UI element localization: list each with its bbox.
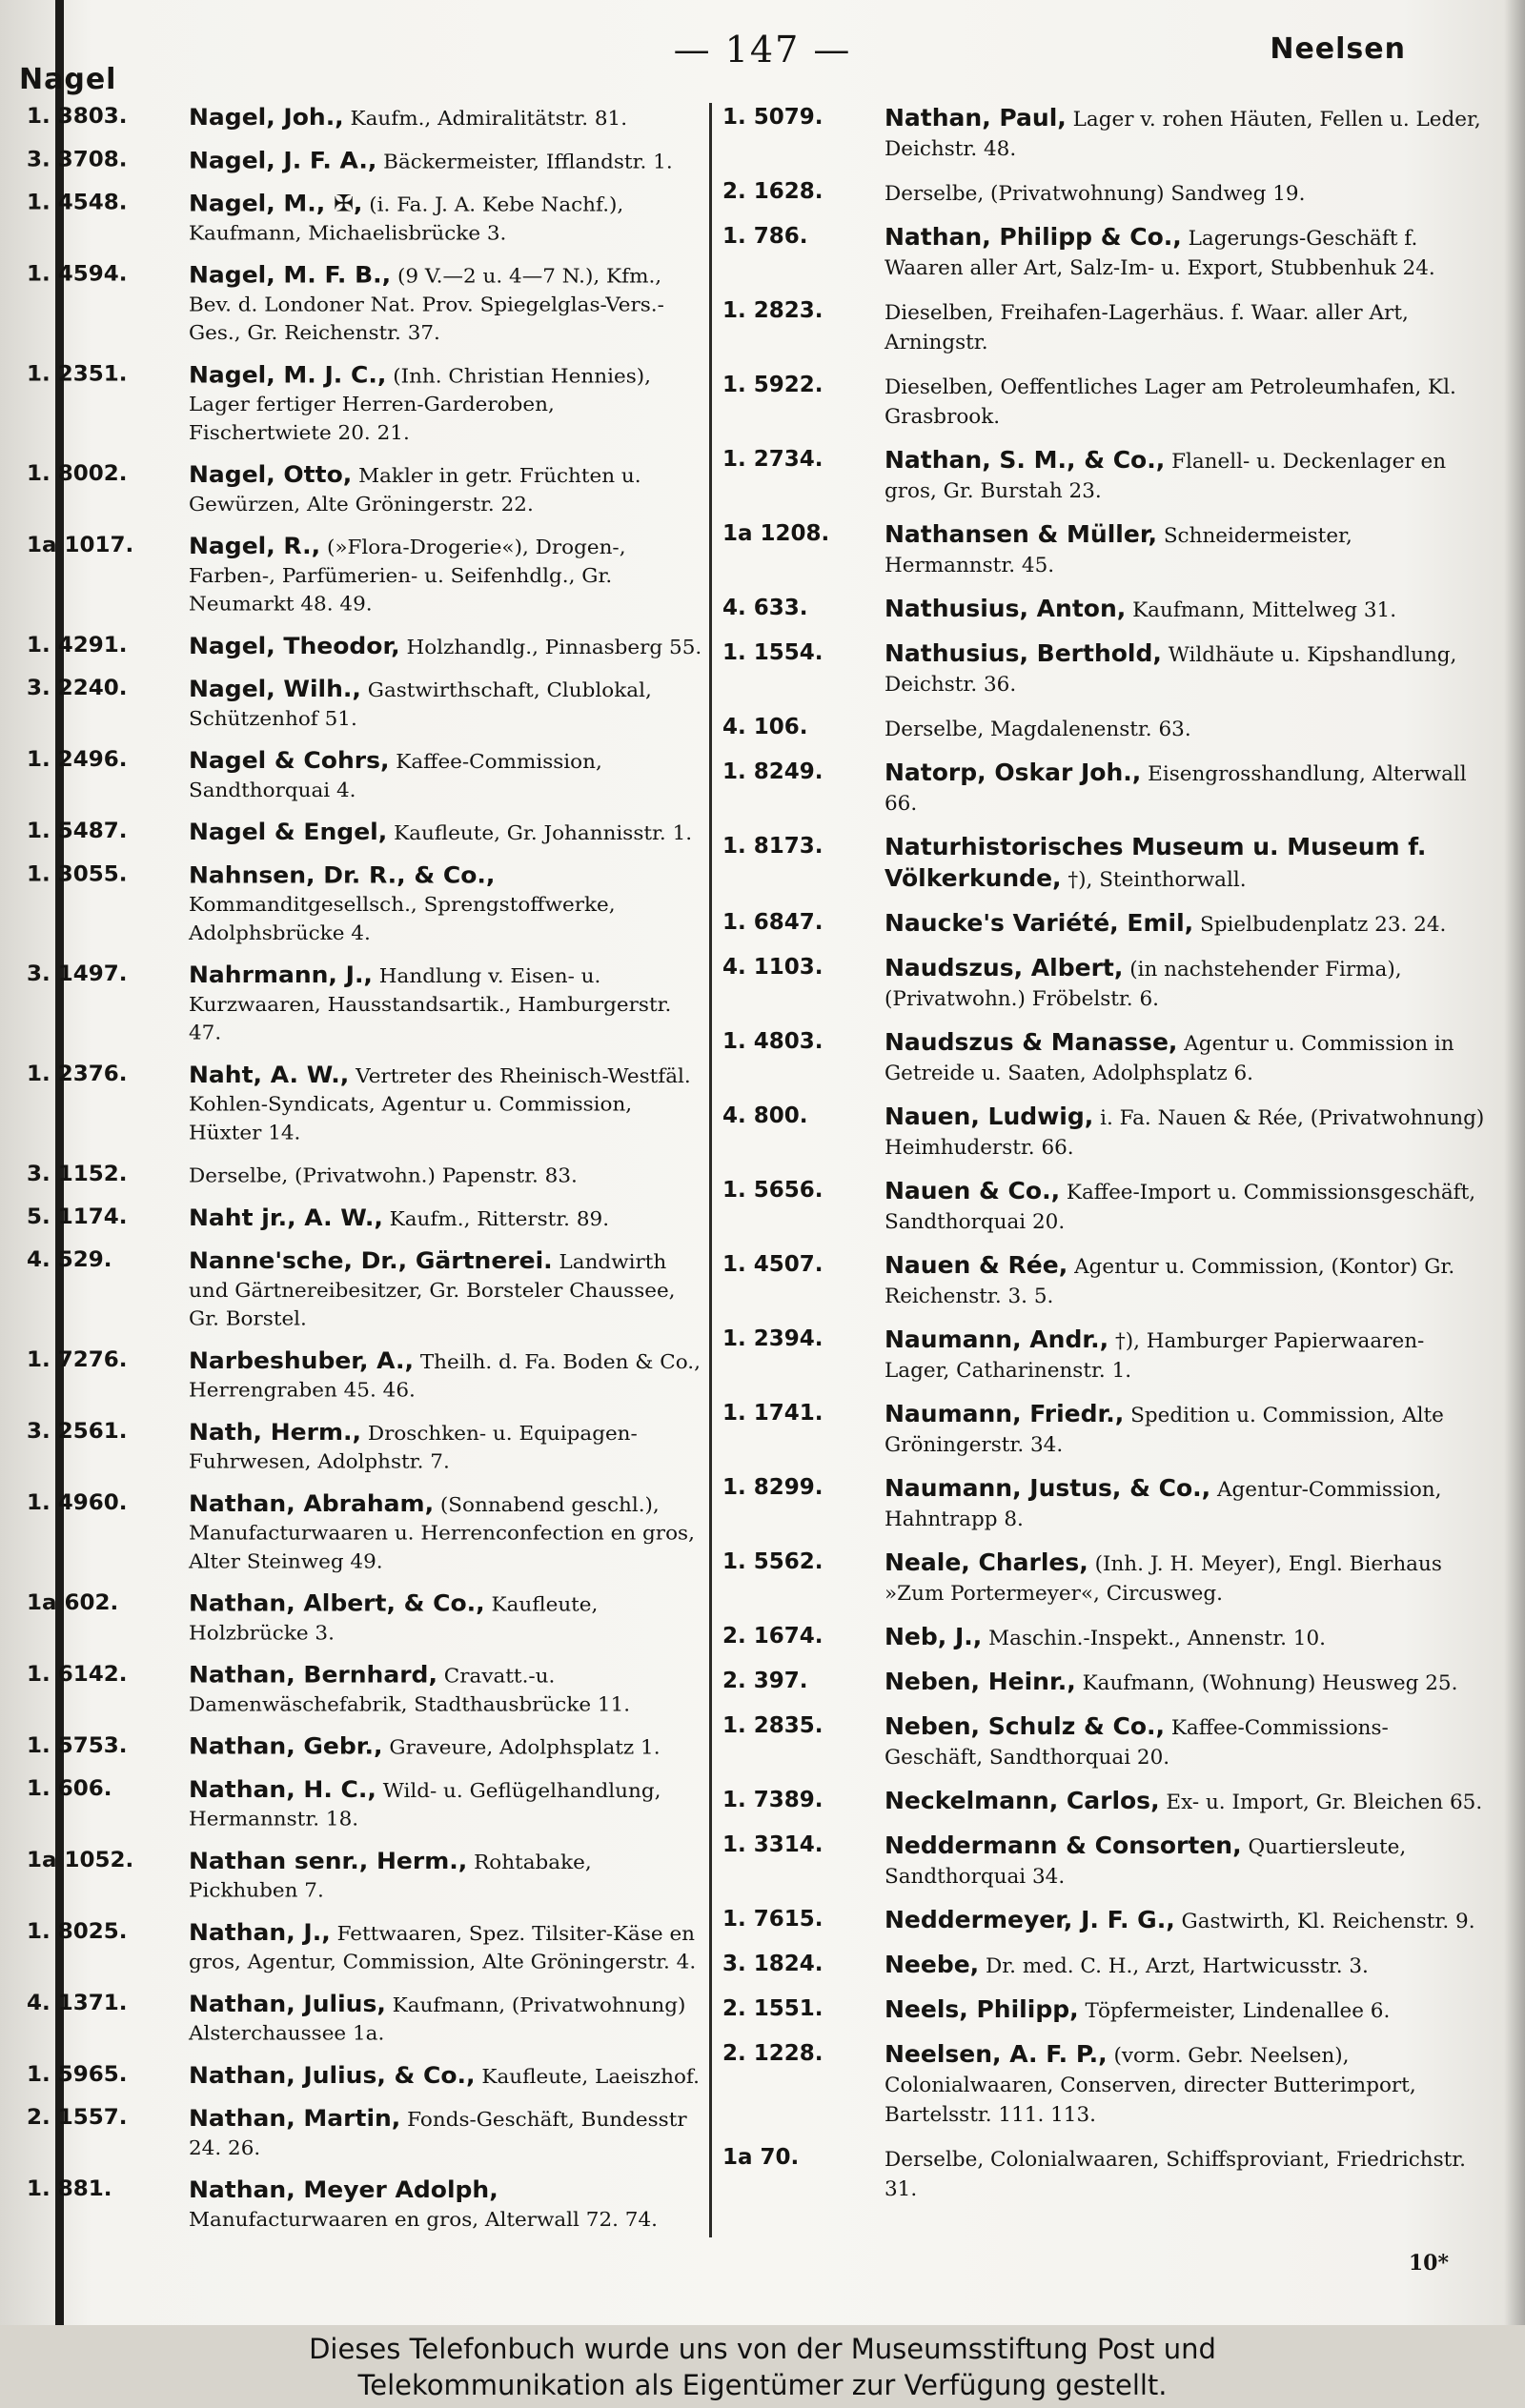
directory-entry [722,1102,1485,1163]
subscriber-name: Nathan, S. M., & Co., [884,446,1166,474]
directory-entry [27,189,703,248]
directory-entry [722,177,1485,209]
subscriber-details: Agentur u. Commission in Getreide u. Saaten, Adolphsplatz 6. [884,1032,1454,1085]
subscriber-name: Nagel, J. F. A., [189,147,377,174]
directory-entry [722,1027,1485,1088]
subscriber-details: Kaufleute, Laeiszhof. [481,2065,700,2089]
phone-number: 3. 1152. [27,1162,128,1186]
subscriber-name: Neddermann & Consorten, [884,1831,1242,1859]
page-number: — 147 — [673,29,852,71]
directory-entry [722,1548,1485,1609]
subscriber-details: Kaufmann, Mittelweg 31. [1132,598,1397,622]
subscriber-name: Naudszus, Albert, [884,954,1124,981]
page-header [0,29,1525,96]
subscriber-details: Bäckermeister, Ifflandstr. 1. [383,151,673,174]
subscriber-name: Neebe, [884,1951,980,1978]
subscriber-name: Natorp, Oskar Joh., [884,759,1142,786]
phone-number: 2. 1551. [722,1996,824,2021]
subscriber-name: Nathan, Julius, [189,1990,386,2017]
directory-entry [27,532,703,618]
directory-entry [722,1473,1485,1534]
subscriber-name: Nanne'sche, Dr., Gärtnerei. [189,1246,553,1274]
directory-entry [27,1589,703,1649]
directory-entry [722,1905,1485,1936]
phone-number: 4. 633. [722,596,808,620]
subscriber-name: Nathan, Martin, [189,2104,401,2132]
subscriber-name: Naumann, Justus, & Co., [884,1474,1211,1502]
phone-number: 1. 3803. [27,104,128,129]
subscriber-details: Gastwirth, Kl. Reichenstr. 9. [1181,1910,1475,1933]
subscriber-name: Nagel, Theodor, [189,632,400,659]
phone-number: 1. 3055. [27,862,128,887]
footer-line-1: Dieses Telefonbuch wurde uns von der Museumsstiftung Post und [309,2333,1216,2365]
subscriber-name: Neckelmann, Carlos, [884,1787,1160,1814]
directory-entry [722,953,1485,1014]
directory-entry [722,1622,1485,1653]
phone-number: 1. 5562. [722,1549,824,1574]
subscriber-name: Neale, Charles, [884,1548,1088,1576]
subscriber-name: Nagel, Wilh., [189,675,361,702]
phone-number: 1. 8173. [722,834,824,859]
phone-number: 1. 1554. [722,640,824,665]
phone-number: 1. 6847. [722,910,824,935]
directory-entry [27,2175,703,2235]
directory-entry [722,713,1485,744]
directory-entry [27,1489,703,1576]
subscriber-name: Narbeshuber, A., [189,1346,414,1374]
subscriber-name: Nathansen & Müller, [884,520,1157,548]
subscriber-name: Nahnsen, Dr. R., & Co., [189,861,496,889]
directory-entry [27,1990,703,2049]
directory-entry [722,371,1485,432]
subscriber-name: Nagel & Engel, [189,818,388,845]
subscriber-details: Eisengrosshandlung, Alterwall 66. [884,762,1467,816]
page-shadow [1504,0,1525,2325]
subscriber-details: Quartiersleute, Sandthorquai 34. [884,1835,1407,1889]
subscriber-name: Nagel, R., [189,532,321,559]
directory-entry [27,675,703,734]
directory-entry [722,445,1485,506]
subscriber-details: Dr. med. C. H., Arzt, Hartwicusstr. 3. [986,1954,1369,1978]
directory-entry [27,1847,703,1906]
subscriber-name: Neben, Heinr., [884,1668,1076,1695]
subscriber-details: Makler in getr. Früchten u. Gewürzen, Alte Gröningerstr. 22. [189,464,641,516]
directory-entry [27,961,703,1047]
phone-number: 1. 8025. [27,1919,128,1944]
subscriber-name: Nauen & Rée, [884,1251,1068,1279]
phone-number: 4. 800. [722,1103,808,1128]
directory-entry [722,1831,1485,1892]
subscriber-name: Naht jr., A. W., [189,1204,383,1231]
directory-entry [722,1325,1485,1386]
left-column [27,103,703,2247]
phone-number: 1. 881. [27,2176,112,2201]
subscriber-details: Rohtabake, Pickhuben 7. [189,1851,592,1903]
phone-number: 1. 5965. [27,2062,128,2087]
subscriber-name: Nagel, M. J. C., [189,361,387,389]
subscriber-details: Spielbudenplatz 23. 24. [1199,913,1447,937]
subscriber-details: Manufacturwaaren en gros, Alterwall 72. 74. [189,2208,658,2232]
subscriber-name: Naturhistorisches Museum u. Museum f. Völkerkunde, [884,833,1427,892]
subscriber-details: Cravatt.-u. Damenwäschefabrik, Stadthausbrücke 11. [189,1665,631,1717]
subscriber-name: Nahrmann, J., [189,961,373,988]
directory-entry [722,594,1485,625]
subscriber-name: Nathan senr., Herm., [189,1847,468,1874]
subscriber-details: Wildhäute u. Kipshandlung, Deichstr. 36. [884,643,1457,697]
directory-entry [27,260,703,347]
subscriber-details: Kaffee-Commission, Sandthorquai 4. [189,750,602,802]
subscriber-details: †), Steinthorwall. [1068,868,1247,892]
phone-number: 2. 1228. [722,2041,824,2066]
phone-number: 1. 4594. [27,262,128,287]
phone-number: 1. 4803. [722,1029,824,1054]
subscriber-name: Naumann, Andr., [884,1325,1109,1353]
phone-number: 1. 8299. [722,1475,824,1500]
phone-number: 4. 1371. [27,1991,128,2015]
phone-number: 4. 106. [722,715,808,739]
subscriber-name: Nagel & Cohrs, [189,746,390,774]
directory-entry [722,2143,1485,2204]
subscriber-details: (i. Fa. J. A. Kebe Nachf.), Kaufmann, Michaelisbrücke 3. [189,193,624,246]
subscriber-name: Nathan, H. C., [189,1775,376,1803]
phone-number: 1. 5656. [722,1178,824,1203]
subscriber-details: Lagerungs-Geschäft f. Waaren aller Art, Salz-Im- u. Export, Stubbenhuk 24. [884,227,1435,280]
phone-number: 1. 786. [722,224,808,249]
subscriber-name: Nathan, Bernhard, [189,1661,437,1689]
subscriber-details: Kaufm., Ritterstr. 89. [389,1207,610,1231]
column-divider [709,103,712,2237]
phone-number: 1. 2376. [27,1062,128,1086]
subscriber-name: Nath, Herm., [189,1418,361,1446]
phone-number: 1a 70. [722,2145,800,2170]
directory-entry [27,1418,703,1477]
subscriber-details: Fonds-Geschäft, Bundesstr 24. 26. [189,2108,687,2160]
subscriber-details: Landwirth und Gärtnereibesitzer, Gr. Borsteler Chaussee, Gr. Borstel. [189,1250,676,1331]
subscriber-details: Vertreter des Rheinisch-Westfäl. Kohlen-Syndicats, Agentur u. Commission, Hüxter 14. [189,1064,691,1145]
subscriber-details: (»Flora-Drogerie«), Drogen-, Farben-, Parfümerien- u. Seifenhdlg., Gr. Neumarkt 48. 49. [189,536,626,617]
directory-entry [27,746,703,805]
footer-notice [0,2325,1525,2408]
phone-number: 1. 5487. [27,819,128,843]
directory-entry [722,1667,1485,1698]
subscriber-name: Nauen & Co., [884,1177,1061,1204]
directory-entry [27,1918,703,1977]
subscriber-details: Kaufm., Admiralitätstr. 81. [350,107,628,131]
subscriber-name: Nagel, Otto, [189,460,353,488]
subscriber-details: Maschin.-Inspekt., Annenstr. 10. [988,1627,1326,1650]
directory-entry [27,1775,703,1834]
subscriber-details: †), Hamburger Papierwaaren-Lager, Catharinenstr. 1. [884,1329,1425,1383]
phone-number: 2. 1674. [722,1624,824,1649]
directory-entry [722,1399,1485,1460]
subscriber-details: Kaufleute, Gr. Johannisstr. 1. [394,821,693,845]
subscriber-details: Ex- u. Import, Gr. Bleichen 65. [1166,1791,1483,1814]
phone-number: 1. 2394. [722,1326,824,1351]
subscriber-details: Dieselben, Freihafen-Lagerhäus. f. Waar. aller Art, Arningstr. [884,301,1409,354]
phone-number: 2. 397. [722,1669,808,1693]
directory-entry [722,2039,1485,2130]
phone-number: 5. 1174. [27,1204,128,1229]
subscriber-details: Spedition u. Commission, Alte Gröningerstr. 34. [884,1404,1444,1457]
subscriber-name: Nagel, M., ✠, [189,190,363,217]
subscriber-name: Neels, Philipp, [884,1995,1079,2023]
directory-entry [722,222,1485,283]
subscriber-name: Neben, Schulz & Co., [884,1712,1165,1740]
phone-number: 1. 606. [27,1776,112,1801]
subscriber-details: Kaufleute, Holzbrücke 3. [189,1593,599,1646]
phone-number: 4. 529. [27,1247,112,1272]
phone-number: 1. 5079. [722,105,824,130]
subscriber-details: Droschken- u. Equipagen-Fuhrwesen, Adolphstr. 7. [189,1422,638,1474]
subscriber-details: Derselbe, (Privatwohn.) Papenstr. 83. [189,1164,578,1188]
subscriber-details: Kaffee-Commissions-Geschäft, Sandthorquai 20. [884,1716,1389,1770]
directory-entry [27,818,703,848]
phone-number: 1. 2734. [722,447,824,472]
directory-entry [722,1176,1485,1237]
phone-number: 1a 1208. [722,521,830,546]
subscriber-details: (Inh. Christian Hennies), Lager fertiger Herren-Garderoben, Fischertwiete 20. 21. [189,365,651,445]
phone-number: 1. 2496. [27,747,128,772]
subscriber-details: Wild- u. Geflügelhandlung, Hermannstr. 18. [189,1779,661,1831]
phone-number: 1. 4548. [27,191,128,215]
directory-entry [722,638,1485,699]
phone-number: 1. 7615. [722,1907,824,1932]
subscriber-details: Fettwaaren, Spez. Tilsiter-Käse en gros, Agentur, Commission, Alte Gröningerstr. 4. [189,1922,697,1974]
phone-number: 2. 1557. [27,2105,128,2130]
subscriber-name: Nathan, Abraham, [189,1489,435,1517]
subscriber-details: Töpfermeister, Lindenallee 6. [1085,1999,1391,2023]
phone-number: 1. 6142. [27,1662,128,1687]
phone-number: 1. 5753. [27,1733,128,1758]
right-column [722,103,1485,2217]
subscriber-name: Nathan, Paul, [884,104,1067,132]
subscriber-details: Derselbe, Magdalenenstr. 63. [884,718,1191,741]
phone-number: 1. 4960. [27,1490,128,1515]
subscriber-details: (9 V.—2 u. 4—7 N.), Kfm., Bev. d. Londoner Nat. Prov. Spiegelglas-Vers.-Ges., Gr. Reichenstr. 37. [189,265,664,345]
phone-number: 3. 2561. [27,1419,128,1444]
subscriber-name: Nathan, Julius, & Co., [189,2061,476,2089]
subscriber-name: Nagel, Joh., [189,103,344,131]
footer-line-2: Telekommunikation als Eigentümer zur Verfügung gestellt. [357,2369,1168,2401]
directory-entry [27,860,703,947]
subscriber-details: Derselbe, Colonialwaaren, Schiffsproviant, Friedrichstr. 31. [884,2148,1467,2201]
subscriber-name: Nathan, Philipp & Co., [884,223,1182,251]
subscriber-name: Nathan, Meyer Adolph, [189,2175,498,2203]
directory-entry [27,2061,703,2092]
directory-entry [27,146,703,176]
directory-entry [27,1661,703,1720]
directory-entry [27,103,703,133]
subscriber-name: Naumann, Friedr., [884,1400,1125,1427]
phone-number: 1. 1741. [722,1401,824,1426]
directory-entry [27,1161,703,1191]
header-left-keyword: Nagel [19,63,117,96]
phone-number: 1. 2835. [722,1713,824,1738]
signature-mark: 10* [1408,2251,1449,2276]
phone-number: 1. 2823. [722,298,824,323]
phone-number: 3. 1497. [27,961,128,986]
subscriber-details: Agentur u. Commission, (Kontor) Gr. Reichenstr. 3. 5. [884,1255,1455,1308]
phone-number: 1a 1017. [27,533,134,557]
header-right-keyword: Neelsen [1270,32,1406,66]
directory-entry [722,1786,1485,1817]
phone-number: 1. 4507. [722,1252,824,1277]
directory-entry [722,1950,1485,1981]
subscriber-details: Kaufmann, (Privatwohnung) Alsterchaussee 1a. [189,1993,686,2046]
subscriber-details: (Sonnabend geschl.), Manufacturwaaren u. Herrenconfection en gros, Alter Steinweg 49. [189,1493,695,1574]
directory-entry [27,632,703,662]
subscriber-details: Handlung v. Eisen- u. Kurzwaaren, Hausstandsartik., Hamburgerstr. 47. [189,964,672,1045]
phone-number: 1. 8002. [27,461,128,486]
directory-entry [27,1346,703,1406]
directory-entry [27,360,703,447]
phone-number: 1. 3314. [722,1832,824,1857]
directory-entry [27,1732,703,1763]
phone-number: 4. 1103. [722,955,824,980]
phone-number: 1. 5922. [722,373,824,397]
subscriber-name: Nathusius, Anton, [884,595,1127,622]
subscriber-details: Theilh. d. Fa. Boden & Co., Herrengraben 45. 46. [189,1350,701,1403]
phone-number: 1a 1052. [27,1848,134,1872]
subscriber-name: Naht, A. W., [189,1061,350,1088]
subscriber-details: Dieselben, Oeffentliches Lager am Petroleumhafen, Kl. Grasbrook. [884,375,1456,429]
directory-entry [27,1246,703,1333]
phone-number: 1. 7389. [722,1788,824,1812]
directory-entry [722,908,1485,940]
subscriber-details: Graveure, Adolphsplatz 1. [389,1736,661,1760]
directory-entry [722,1711,1485,1772]
phone-number: 1. 7276. [27,1347,128,1372]
directory-entry [722,296,1485,357]
subscriber-name: Nauen, Ludwig, [884,1103,1094,1130]
subscriber-details: Kaffee-Import u. Commissionsgeschäft, Sandthorquai 20. [884,1181,1476,1234]
subscriber-name: Naucke's Variété, Emil, [884,909,1194,937]
subscriber-details: Flanell- u. Deckenlager en gros, Gr. Burstah 23. [884,450,1447,503]
subscriber-name: Neb, J., [884,1623,983,1650]
subscriber-details: Kommanditgesellsch., Sprengstoffwerke, Adolphsbrücke 4. [189,893,616,945]
phone-number: 3. 2240. [27,676,128,700]
directory-entry [722,1994,1485,2026]
phone-number: 1. 2351. [27,362,128,387]
subscriber-details: i. Fa. Nauen & Rée, (Privatwohnung) Heimhuderstr. 66. [884,1106,1485,1160]
phone-number: 1. 8249. [722,759,824,784]
directory-entry [27,460,703,519]
subscriber-name: Nathan, J., [189,1918,331,1946]
subscriber-details: Lager v. rohen Häuten, Fellen u. Leder, Deichstr. 48. [884,108,1481,161]
directory-entry [722,758,1485,819]
phone-number: 3. 3708. [27,148,128,172]
subscriber-name: Nathusius, Berthold, [884,639,1162,667]
subscriber-name: Nagel, M. F. B., [189,261,392,289]
directory-entry [27,2104,703,2163]
directory-entry [27,1061,703,1147]
subscriber-details: Agentur-Commission, Hahntrapp 8. [884,1478,1442,1531]
phone-number: 1. 4291. [27,633,128,658]
subscriber-name: Nathan, Albert, & Co., [189,1589,485,1617]
directory-entry [722,103,1485,164]
phone-number: 1a 602. [27,1590,119,1615]
directory-entry [722,1250,1485,1311]
subscriber-details: (vorm. Gebr. Neelsen), Colonialwaaren, Conserven, directer Butterimport, Bartelsstr. 111. 113. [884,2044,1416,2127]
subscriber-name: Neelsen, A. F. P., [884,2040,1108,2068]
subscriber-name: Neddermeyer, J. F. G., [884,1906,1175,1933]
subscriber-details: Derselbe, (Privatwohnung) Sandweg 19. [884,182,1306,206]
subscriber-details: Gastwirthschaft, Clublokal, Schützenhof 51. [189,678,652,731]
subscriber-details: Schneidermeister, Hermannstr. 45. [884,524,1352,577]
subscriber-details: (in nachstehender Firma), (Privatwohn.) Fröbelstr. 6. [884,958,1402,1011]
phone-number: 3. 1824. [722,1952,824,1976]
subscriber-details: Kaufmann, (Wohnung) Heusweg 25. [1082,1671,1458,1695]
subscriber-name: Naudszus & Manasse, [884,1028,1178,1056]
subscriber-details: (Inh. J. H. Meyer), Engl. Bierhaus »Zum Portermeyer«, Circusweg. [884,1552,1442,1606]
phone-number: 2. 1628. [722,179,824,204]
directory-entry [722,832,1485,895]
subscriber-name: Nathan, Gebr., [189,1732,383,1760]
directory-entry [722,519,1485,580]
directory-entry [27,1204,703,1234]
subscriber-details: Holzhandlg., Pinnasberg 55. [406,636,702,659]
